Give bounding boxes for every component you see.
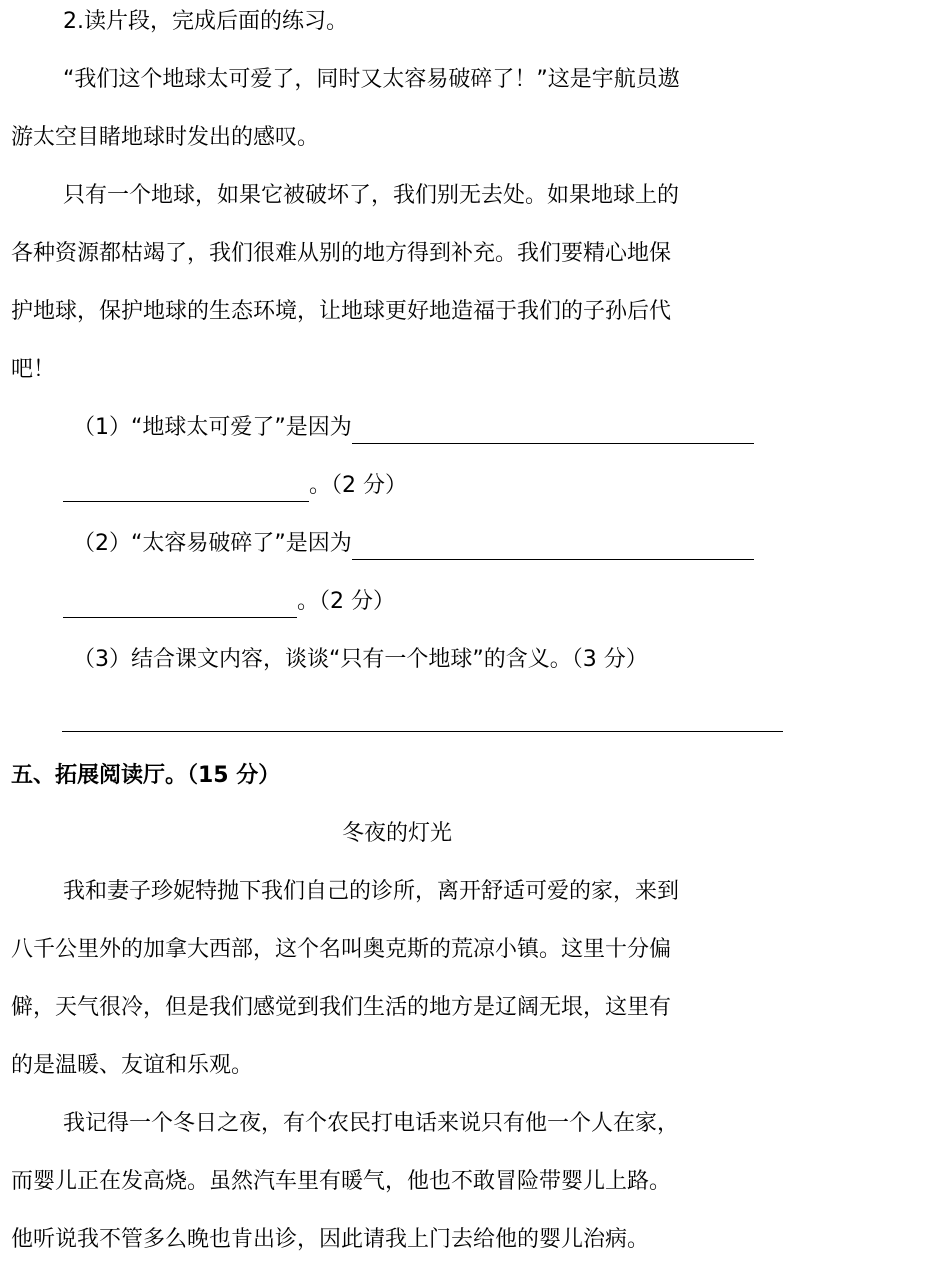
passage-line: 游太空目睹地球时发出的感叹。	[11, 125, 320, 150]
question-2-prompt: （2）“太容易破碎了”是因为	[73, 531, 352, 556]
story-line: 我和妻子珍妮特抛下我们自己的诊所，离开舒适可爱的家，来到	[63, 879, 680, 904]
answer-blank-2b[interactable]	[63, 589, 297, 618]
question-1	[73, 408, 754, 448]
story-line: 我记得一个冬日之夜，有个农民打电话来说只有他一个人在家，	[63, 1111, 680, 1136]
answer-blank-1b[interactable]	[63, 473, 309, 502]
story-line: 的是温暖、友谊和乐观。	[11, 1053, 254, 1078]
answer-blank-1a[interactable]	[352, 415, 754, 444]
answer-line-3[interactable]	[62, 731, 783, 732]
question-2-score: 。（2 分）	[297, 589, 395, 614]
passage-line: 护地球，保护地球的生态环境，让地球更好地造福于我们的子孙后代	[11, 299, 672, 324]
section-heading: 五、拓展阅读厅。（15 分）	[11, 763, 281, 788]
passage-line: 只有一个地球，如果它被破坏了，我们别无去处。如果地球上的	[63, 183, 680, 208]
answer-blank-2a[interactable]	[352, 531, 754, 560]
passage-line: 各种资源都枯竭了，我们很难从别的地方得到补充。我们要精心地保	[11, 241, 672, 266]
question-3: （3）结合课文内容，谈谈“只有一个地球”的含义。（3 分）	[73, 647, 648, 672]
question-1-continuation	[63, 466, 407, 506]
passage-line: 吧！	[11, 357, 56, 382]
question-1-prompt: （1）“地球太可爱了”是因为	[73, 415, 352, 440]
question-2	[73, 524, 754, 564]
exercise-heading: 2.读片段，完成后面的练习。	[63, 9, 348, 34]
question-2-continuation	[63, 582, 395, 622]
passage-line: “我们这个地球太可爱了，同时又太容易破碎了！”这是宇航员遨	[63, 67, 680, 92]
story-title: 冬夜的灯光	[341, 821, 452, 846]
question-1-score: 。（2 分）	[309, 473, 407, 498]
story-line: 他听说我不管多么晚也肯出诊，因此请我上门去给他的婴儿治病。	[11, 1227, 650, 1252]
story-line: 僻，天气很冷，但是我们感觉到我们生活的地方是辽阔无垠，这里有	[11, 995, 672, 1020]
story-line: 而婴儿正在发高烧。虽然汽车里有暖气，他也不敢冒险带婴儿上路。	[11, 1169, 672, 1194]
story-line: 八千公里外的加拿大西部，这个名叫奥克斯的荒凉小镇。这里十分偏	[11, 937, 672, 962]
